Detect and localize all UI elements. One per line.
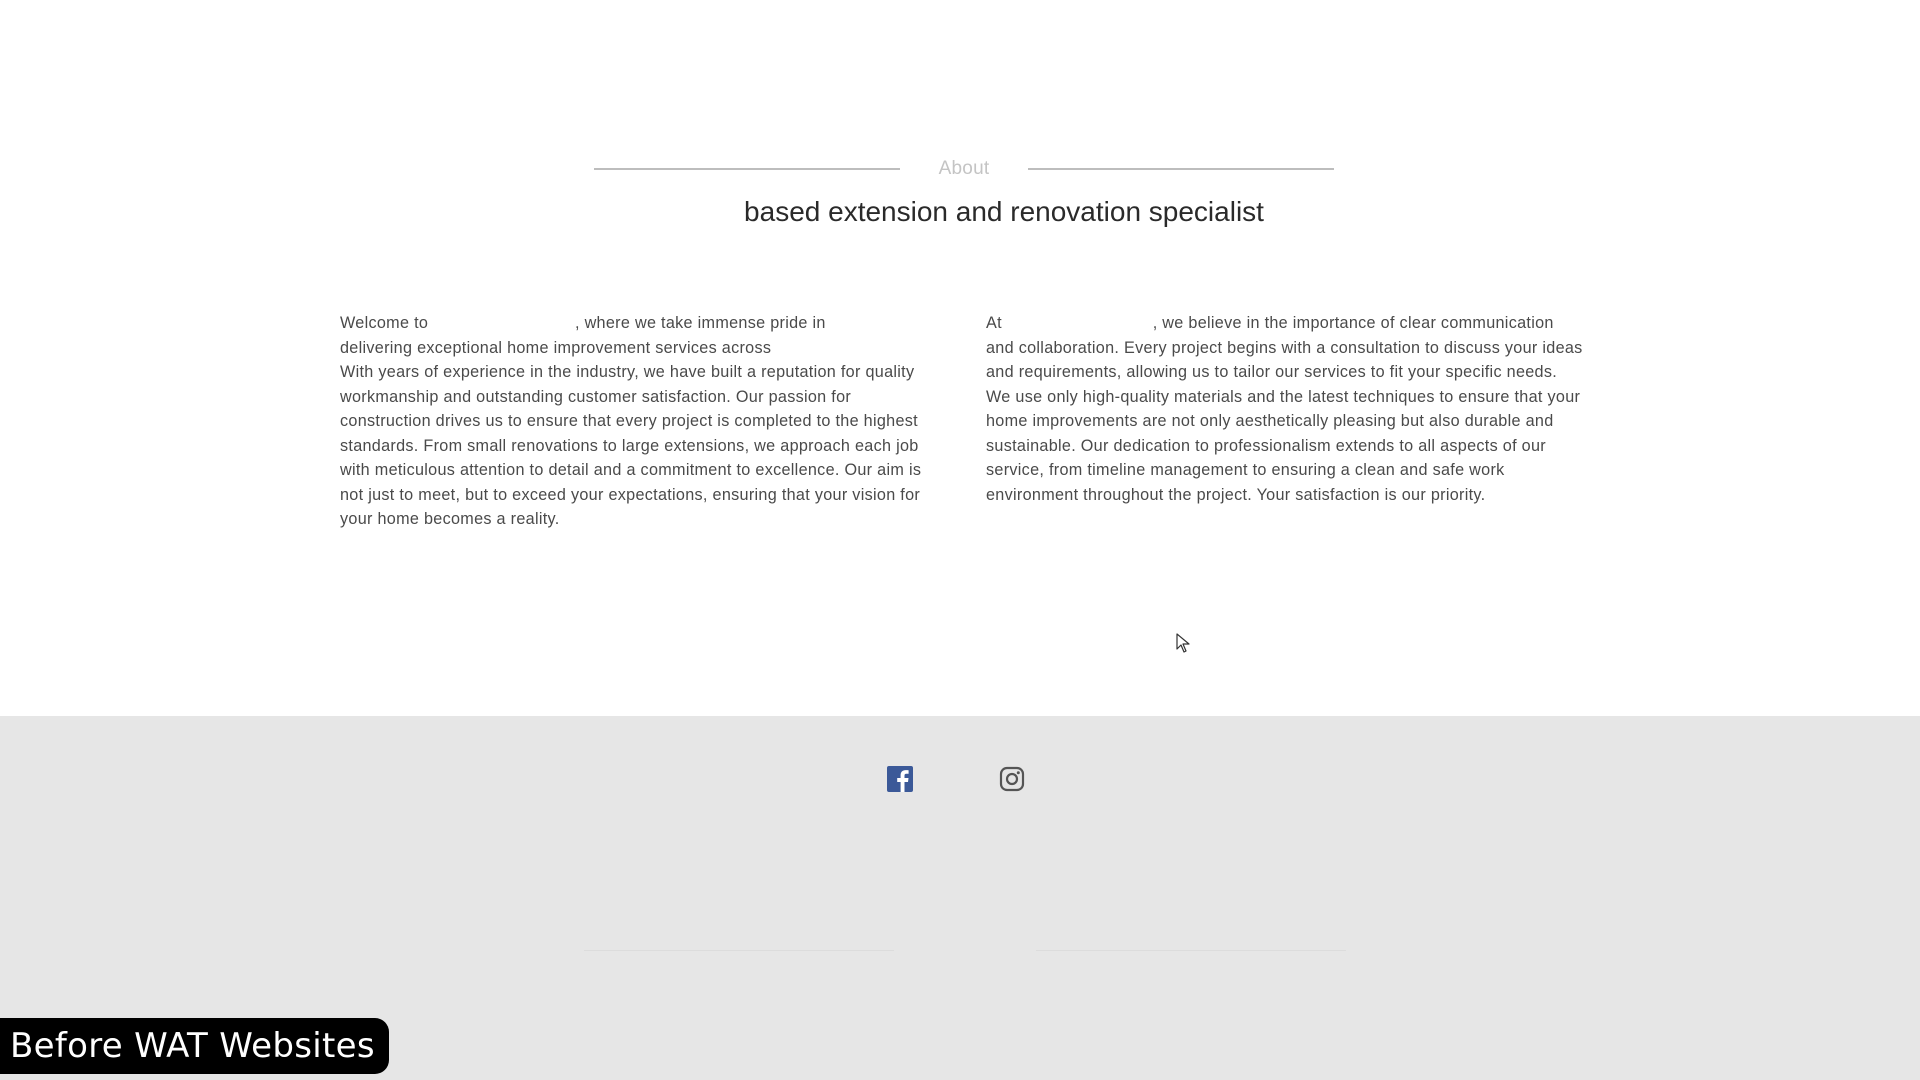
facebook-link[interactable] [886, 765, 914, 793]
left-intro-line2: delivering exceptional home improvement services across [340, 338, 772, 357]
redacted-company-name [1007, 315, 1153, 333]
footer-divider-left [584, 950, 894, 951]
eyebrow-line-left [594, 168, 900, 170]
left-intro [340, 311, 940, 360]
eyebrow-line-right [1028, 168, 1334, 170]
social-links [886, 764, 1026, 794]
instagram-icon [999, 766, 1025, 792]
about-eyebrow [594, 156, 1334, 182]
right-prefix: At [986, 314, 1007, 332]
left-intro-suffix: , where we take immense pride in [574, 314, 826, 332]
left-paragraph: With years of experience in the industry, we have built a reputation for quality workmanship and outstanding customer satisfaction. Our passion for construction drives us to ensure that every project is completed to the highest standards. From small renovations to large extensions, we approach each job with meticulous attention to detail and a commitment to excellence. Our aim is not just to meet, but to exceed your expectations, ensuring that your vision for your home becomes a reality. [340, 363, 922, 528]
footer-divider-right [1036, 950, 1346, 951]
instagram-link[interactable] [998, 765, 1026, 793]
watermark-label: Before WAT Websites [0, 1018, 389, 1074]
about-title: based extension and renovation specialist [744, 196, 1264, 227]
left-intro-prefix: Welcome to [340, 314, 433, 332]
facebook-icon [887, 766, 913, 792]
redacted-company-name [433, 315, 575, 333]
about-column-left [340, 311, 940, 532]
right-paragraph [986, 311, 1586, 507]
about-column-right [986, 311, 1586, 507]
right-body: , we believe in the importance of clear communication and collaboration. Every project begins with a consultation to discuss your ideas and requirements, allowing us to tailor our services to fit your specific needs. We use only high-quality materials and the latest techniques to ensure that your home improvements are not only aesthetically pleasing but also durable and sustainable. Our dedication to professionalism extends to all aspects of our service, from timeline management to ensuring a clean and safe work environment throughout the project. Your satisfaction is our priority. [986, 314, 1583, 504]
eyebrow-label: About [938, 158, 990, 179]
mouse-cursor-icon [1176, 633, 1192, 653]
